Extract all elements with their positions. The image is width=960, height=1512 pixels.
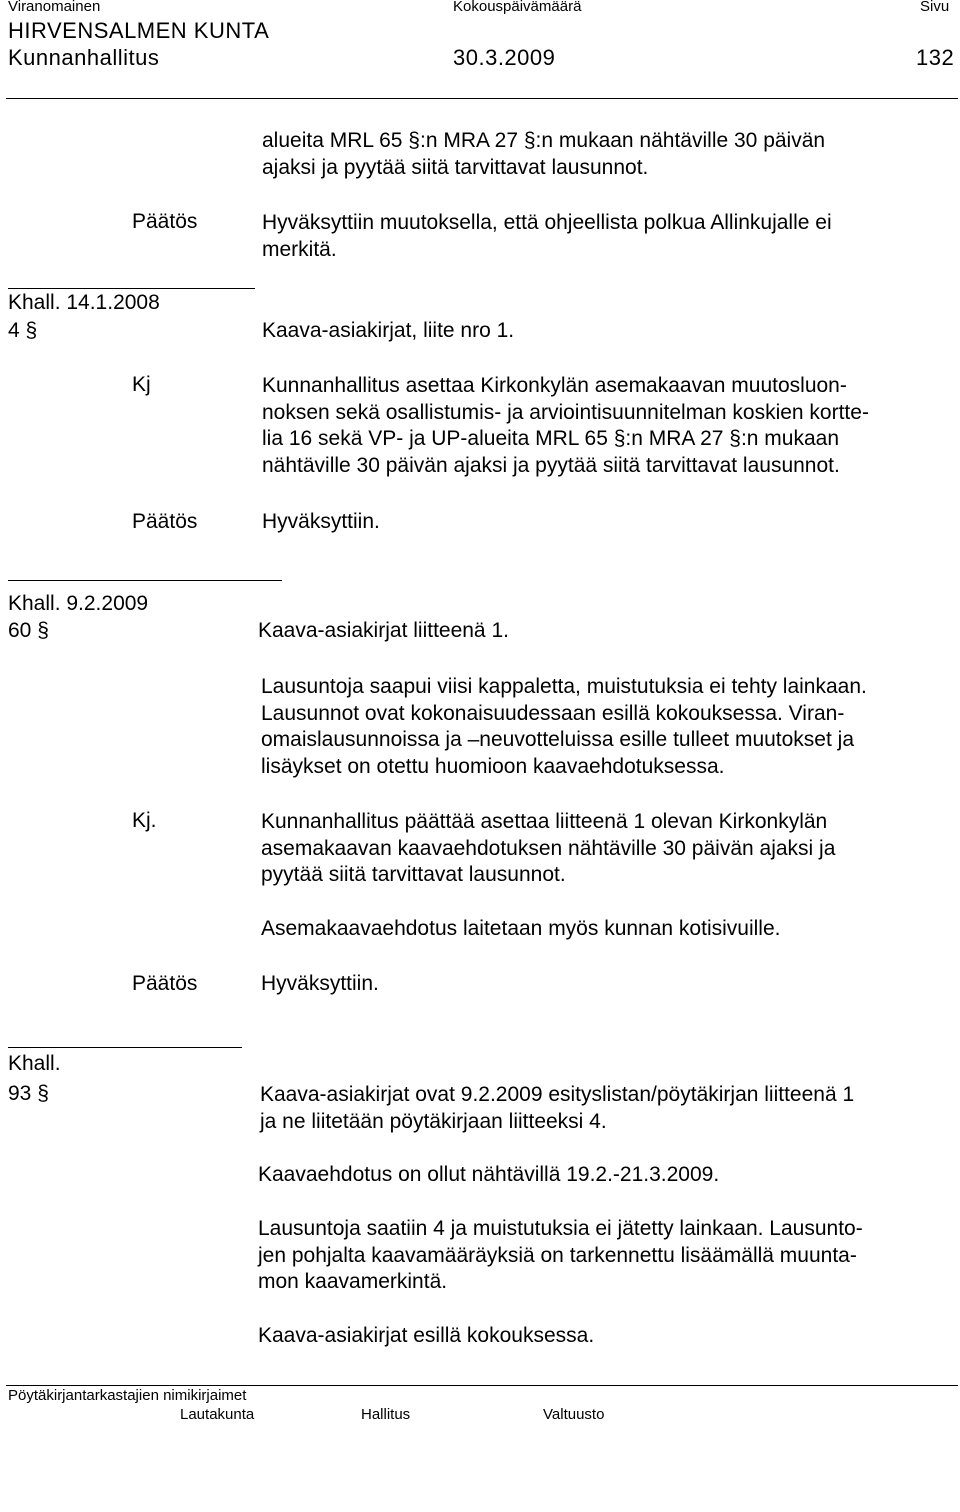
decision-label: Päätös	[132, 210, 198, 233]
header-divider	[6, 98, 958, 99]
section-number: 4 §	[8, 319, 38, 342]
decision-text: Hyväksyttiin muutoksella, että ohjeellista polkua Allinkujalle ei merkitä.	[262, 211, 832, 261]
section-divider	[8, 1047, 242, 1048]
header-meeting-date-label: Kokouspäivämäärä	[453, 0, 582, 15]
decision-text: Hyväksyttiin.	[261, 972, 379, 995]
documents-note: Kaava-asiakirjat esillä kokouksessa.	[258, 1324, 595, 1347]
display-period-text: Kaavaehdotus on ollut nähtävillä 19.2.-21.3.2009.	[258, 1163, 720, 1186]
footer-council: Valtuusto	[543, 1406, 605, 1423]
kj-label: Kj.	[132, 809, 157, 832]
page-number: 132	[916, 45, 955, 70]
decision-label: Päätös	[132, 972, 198, 995]
statements-paragraph: Lausuntoja saapui viisi kappaletta, muistutuksia ei tehty lainkaan. Lausunnot ovat kokonaisuudessaan esillä kokouksessa. Viran- omaislausunnoissa ja –neuvotteluissa esille tulleet muutokset ja lisäykset on otettu huomioon kaavaehdotuksessa.	[261, 675, 867, 778]
section-divider	[8, 580, 282, 581]
header-authority-label: Viranomainen	[8, 0, 101, 15]
section-divider	[8, 288, 255, 289]
intro-paragraph: alueita MRL 65 §:n MRA 27 §:n mukaan nähtäville 30 päivän ajaksi ja pyytää siitä tarvittavat lausunnot.	[262, 129, 826, 179]
statements-summary: Lausuntoja saatiin 4 ja muistutuksia ei jätetty lainkaan. Lausunto- jen pohjalta kaavamääräyksiä on tarkennettu lisäämällä muunta- mon kaavamerkintä.	[258, 1217, 863, 1293]
footer-divider	[6, 1385, 958, 1386]
section-number: 93 §	[8, 1082, 49, 1105]
meeting-date: 30.3.2009	[453, 45, 556, 70]
section-date: Khall. 14.1.2008	[8, 291, 160, 314]
footer-committee: Lautakunta	[180, 1406, 255, 1423]
municipality-title: HIRVENSALMEN KUNTA	[8, 18, 270, 43]
footer-title: Pöytäkirjantarkastajien nimikirjaimet	[8, 1387, 247, 1404]
section-title: Kaava-asiakirjat ovat 9.2.2009 esityslistan/pöytäkirjan liitteenä 1 ja ne liitetään pöytäkirjaan liitteeksi 4.	[260, 1083, 855, 1133]
footer-board: Hallitus	[361, 1406, 411, 1423]
kj-proposal: Kunnanhallitus asettaa Kirkonkylän asemakaavan muutosluon- noksen sekä osallistumis- ja arviointisuunnitelman koskien kortte- lia 16 sekä VP- ja UP-alueita MRL 65 §:n MRA 27 §:n mukaan nähtäville 30 päivän ajaksi ja pyytää siitä tarvittavat lausunnot.	[262, 374, 869, 477]
decision-label: Päätös	[132, 510, 198, 533]
decision-text: Hyväksyttiin.	[262, 510, 380, 533]
section-date: Khall. 9.2.2009	[8, 592, 149, 615]
website-note: Asemakaavaehdotus laitetaan myös kunnan kotisivuille.	[261, 917, 781, 940]
header-page-label: Sivu	[920, 0, 950, 15]
body-name: Kunnanhallitus	[8, 45, 160, 70]
section-date: Khall.	[8, 1052, 61, 1075]
section-number: 60 §	[8, 619, 49, 642]
kj-label: Kj	[132, 373, 151, 396]
section-title: Kaava-asiakirjat, liite nro 1.	[262, 319, 515, 342]
section-title: Kaava-asiakirjat liitteenä 1.	[258, 619, 509, 642]
kj-proposal: Kunnanhallitus päättää asettaa liitteenä 1 olevan Kirkonkylän asemakaavan kaavaehdotuksen nähtäville 30 päivän ajaksi ja pyytää siitä tarvittavat lausunnot.	[261, 810, 836, 886]
